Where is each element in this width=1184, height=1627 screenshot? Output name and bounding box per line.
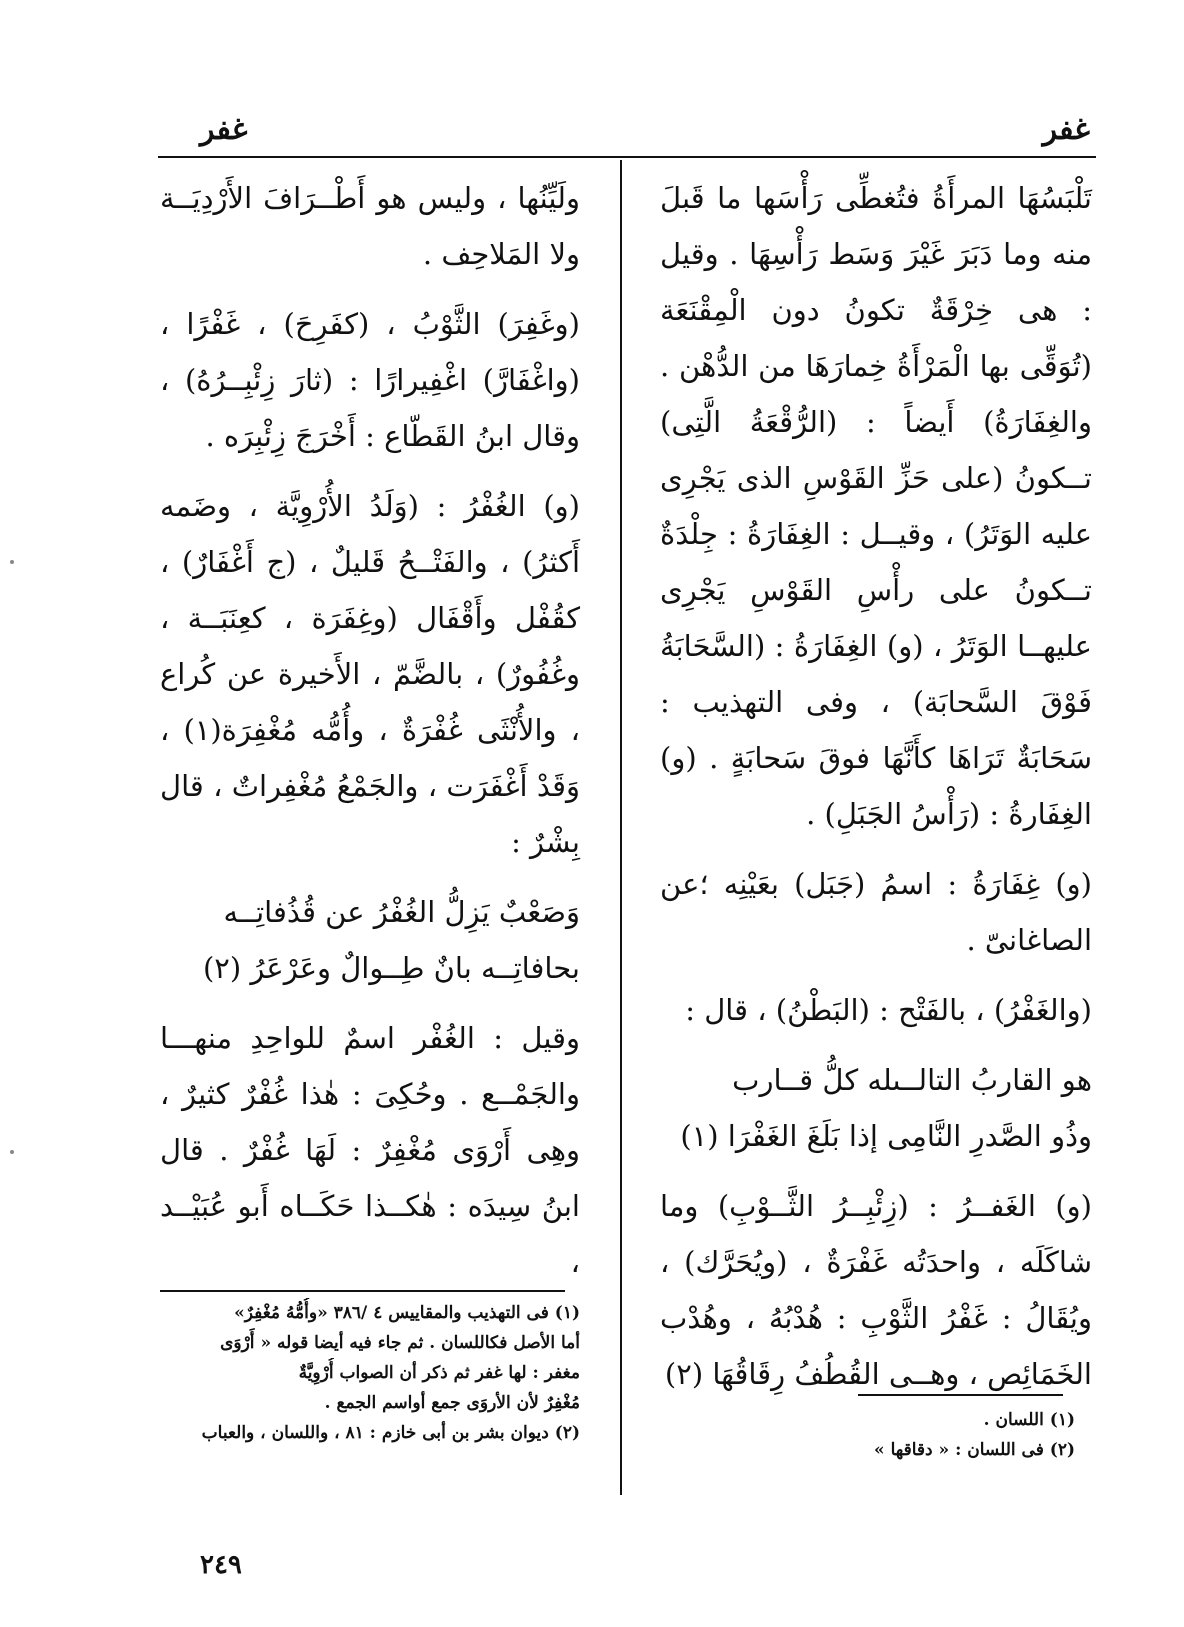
left-paragraph-2: (وغَفِرَ) الثَّوْبُ ، (كفَرِحَ) ، غَفْرًا ، (واغْفَارَّ) اغْفِيرارًا : (ثارَ زِئْبِــرُهُ) ، وقال ابنُ القَطّاع : أَخْرَجَ زِئْبِرَه . [160, 307, 580, 453]
page-number: ٢٤٩ [200, 1550, 242, 1580]
footnote-left-line-5: (٢) ديوان بشر بن أبى خازم : ٨١ ، واللسان ، والعباب [201, 1423, 580, 1443]
column-divider [620, 160, 622, 1495]
footnote-right-line-1: (١) اللسان . [983, 1410, 1075, 1430]
margin-dot [10, 1150, 14, 1154]
right-paragraph-1: تَلْبَسُهَا المرأَةُ فتُغطِّى رَأْسَها ما قَبلَ منه وما دَبَرَ غَيْرَ وَسَط رَأْسِهَا . وقيل : هى خِرْقَةٌ تكونُ دون الْمِقْنَعَة (تُوَقِّى بها الْمَرْأَةُ خِمارَهَا من الدُّهْن . والغِفَارَةُ) أَيضاً : (الرُّقْعَةُ الَّتِى) تــكونُ (على حَزِّ القَوْسِ الذى يَجْرِى عليه الوَتَرُ) ، وقيــل : الغِفَارَةُ : جِلْدَةٌ تــكونُ على رأْسِ القَوْسِ يَجْرِى عليهــا الوَتَرُ ، (و) الغِفَارَةُ : (السَّحَابَةُ فَوْقَ السَّحابَة) ، وفى التهذيب : سَحَابَةٌ تَرَاهَا كأَنَّهَا فوقَ سَحابَةٍ . (و) الغِفَارةُ : (رَأْسُ الجَبَلِ) . [660, 181, 1092, 831]
running-header-right: غفر [1042, 112, 1090, 147]
left-paragraph-3: (و) الغُفْرُ : (وَلَدُ الأُرْوِيَّة ، وضَمه أَكثرُ) ، والفَتْــحُ قَليلٌ ، (ج أَغْفَارٌ) ، كقُفْل وأَقْفَال (وغِفَرَة ، كعِنَبَــة ، وغُفُورٌ) ، بالضَّمّ ، الأَخيرة عن كُراع ، والأُنْثَى غُفْرَةٌ ، وأُمُّه مُغْفِرَة(١) ، وَقَدْ أَغْفَرَت ، والجَمْعُ مُغْفِراتٌ ، قال بِشْرٌ : [160, 489, 580, 859]
footnote-right-line-2: (٢) فى اللسان : « دقاقها » [874, 1440, 1075, 1460]
footnote-left-line-2: أما الأصل فكاللسان . ثم جاء فيه أيضا قوله « أَرْوَى [220, 1333, 580, 1353]
right-verse-line-2: وذُو الصَّدرِ النَّامِى إذا بَلَغَ الغَفْرَا (١) [680, 1119, 1092, 1153]
right-column [660, 170, 1092, 1416]
footnote-left-line-4: مُغْفِرٌ لأن الأروَى جمع أواسم الجمع . [324, 1393, 580, 1413]
right-paragraph-4: (و) الغَفــرُ : (زِئْبِــرُ الثَّــوْبِ) وما شاكَلَه ، واحدَتُه غَفْرَةٌ ، (ويُحَرَّك) ، ويُقَالُ : غَفْرُ الثَّوْبِ : هُدْبُهُ ، وهُدْب الخَمَائِص ، وهــى القُطُفُ رِقَاقُهَا (٢) [660, 1189, 1092, 1391]
left-verse-line-1: وَصَعْبٌ يَزِلُّ الغُفْرُ عن قُذُفاتِــه [223, 895, 580, 929]
header-rule [158, 156, 1096, 158]
right-verse-line-1: هو القاربُ التالــىله كلُّ قــارب [732, 1063, 1092, 1097]
left-column [160, 170, 580, 1304]
running-header-left: غفر [200, 112, 248, 147]
footnotes-left [160, 1298, 580, 1448]
left-paragraph-1: ولَيِّنُها ، وليس هو أَطْــرَافَ الأَرْدِيَــة ولا المَلاحِف . [160, 181, 580, 271]
right-verse [660, 1052, 1092, 1164]
left-verse [160, 884, 580, 996]
footnotes-right [860, 1405, 1075, 1465]
footnote-rule-right [858, 1394, 1063, 1396]
margin-dot [10, 560, 14, 564]
footnote-rule-left [160, 1290, 565, 1292]
footnote-left-line-3: مغفر : لها غفر ثم ذكر أن الصواب أُرْوِيَّةٌ [298, 1363, 580, 1383]
left-paragraph-4: وقيل : الغُفْر اسمٌ للواحِدِ منهـــا والجَمْــع . وحُكِىَ : هٰذا غُفْرٌ كثيرٌ ، وهِى أَرْوَى مُغْفِرٌ : لَهَا غُفْرٌ . قال ابنُ سِيدَه : هٰكــذا حَكَــاه أَبو عُبَيْــد ، [160, 1021, 580, 1279]
right-paragraph-2: (و) غِفَارَةُ : اسمُ (جَبَل) بعَيْنِه ؛عن الصاغانىّ . [660, 867, 1092, 957]
right-paragraph-3: (والغَفْرُ) ، بالفَتْح : (البَطْنُ) ، قال : [685, 993, 1092, 1027]
footnote-left-line-1: (١) فى التهذيب والمقاييس ٤ /٣٨٦ «وأُمُّهُ مُغْفِرٌ» [234, 1303, 580, 1323]
left-verse-line-2: بحافاتِــه بانٌ طِــوالٌ وعَرْعَرُ (٢) [202, 951, 580, 985]
